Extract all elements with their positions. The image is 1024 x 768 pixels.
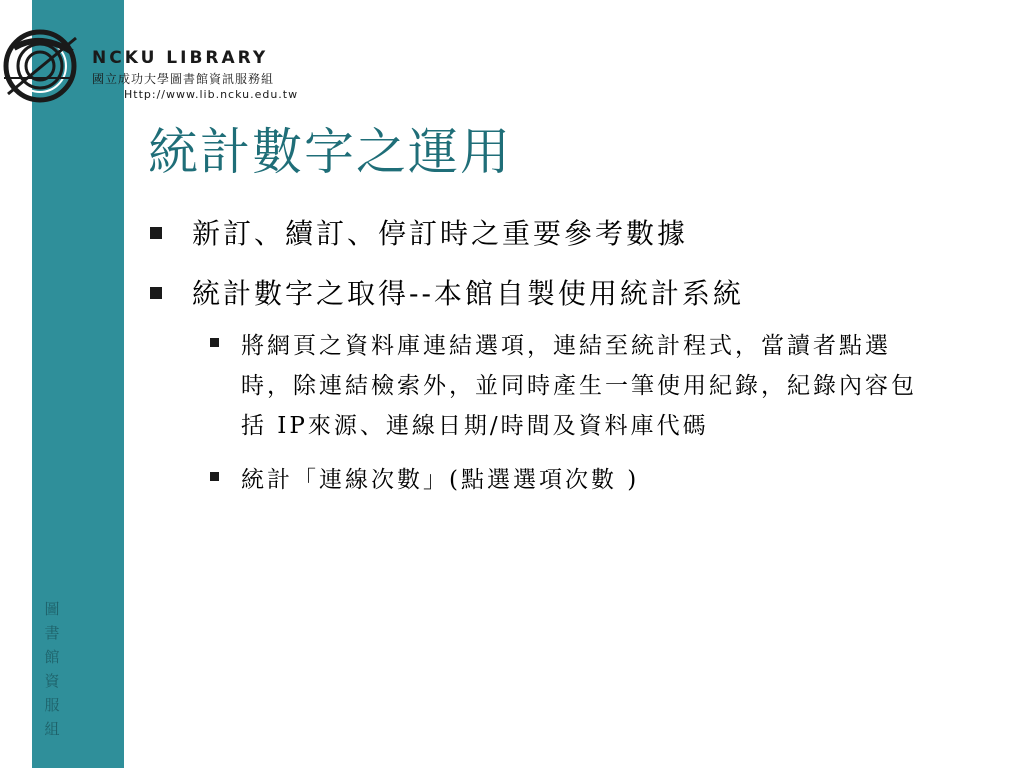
sidebar-char: 組 <box>44 720 60 738</box>
square-bullet-icon <box>150 227 162 239</box>
square-bullet-icon <box>150 287 162 299</box>
bullet-text: 統計數字之取得--本館自製使用統計系統 <box>192 277 744 310</box>
bullet-text: 新訂、續訂、停訂時之重要參考數據 <box>192 217 689 250</box>
sub-bullet-list <box>210 326 950 500</box>
sub-bullet-item <box>210 460 950 500</box>
sidebar-char: 館 <box>44 648 60 666</box>
sidebar-vertical-text <box>42 600 62 738</box>
bullet-item <box>150 214 950 254</box>
slide-title: 統計數字之運用 <box>148 123 512 181</box>
sidebar-char: 書 <box>44 624 60 642</box>
bullet-item <box>150 274 950 314</box>
slide-content <box>150 214 950 514</box>
sub-bullet-text: 將網頁之資料庫連結選項，連結至統計程式，當讀者點選時，除連結檢索外，並同時產生一筆使用紀錄，紀錄內容包括 IP來源、連線日期/時間及資料庫代碼 <box>241 333 917 439</box>
sub-bullet-text: 統計「連線次數」(點選選項次數 ) <box>241 467 640 493</box>
ncku-library-logo-icon <box>0 18 92 110</box>
sub-bullet-item <box>210 326 950 446</box>
sidebar-char: 服 <box>44 696 60 714</box>
square-bullet-icon <box>210 338 219 347</box>
sidebar-char: 資 <box>44 672 60 690</box>
sidebar-char: 圖 <box>44 600 60 618</box>
library-url: Http://www.lib.ncku.edu.tw <box>124 88 299 101</box>
square-bullet-icon <box>210 472 219 481</box>
library-name: NCKU LIBRARY <box>92 48 269 68</box>
library-subtitle: 國立成功大學圖書館資訊服務組 <box>92 72 275 86</box>
